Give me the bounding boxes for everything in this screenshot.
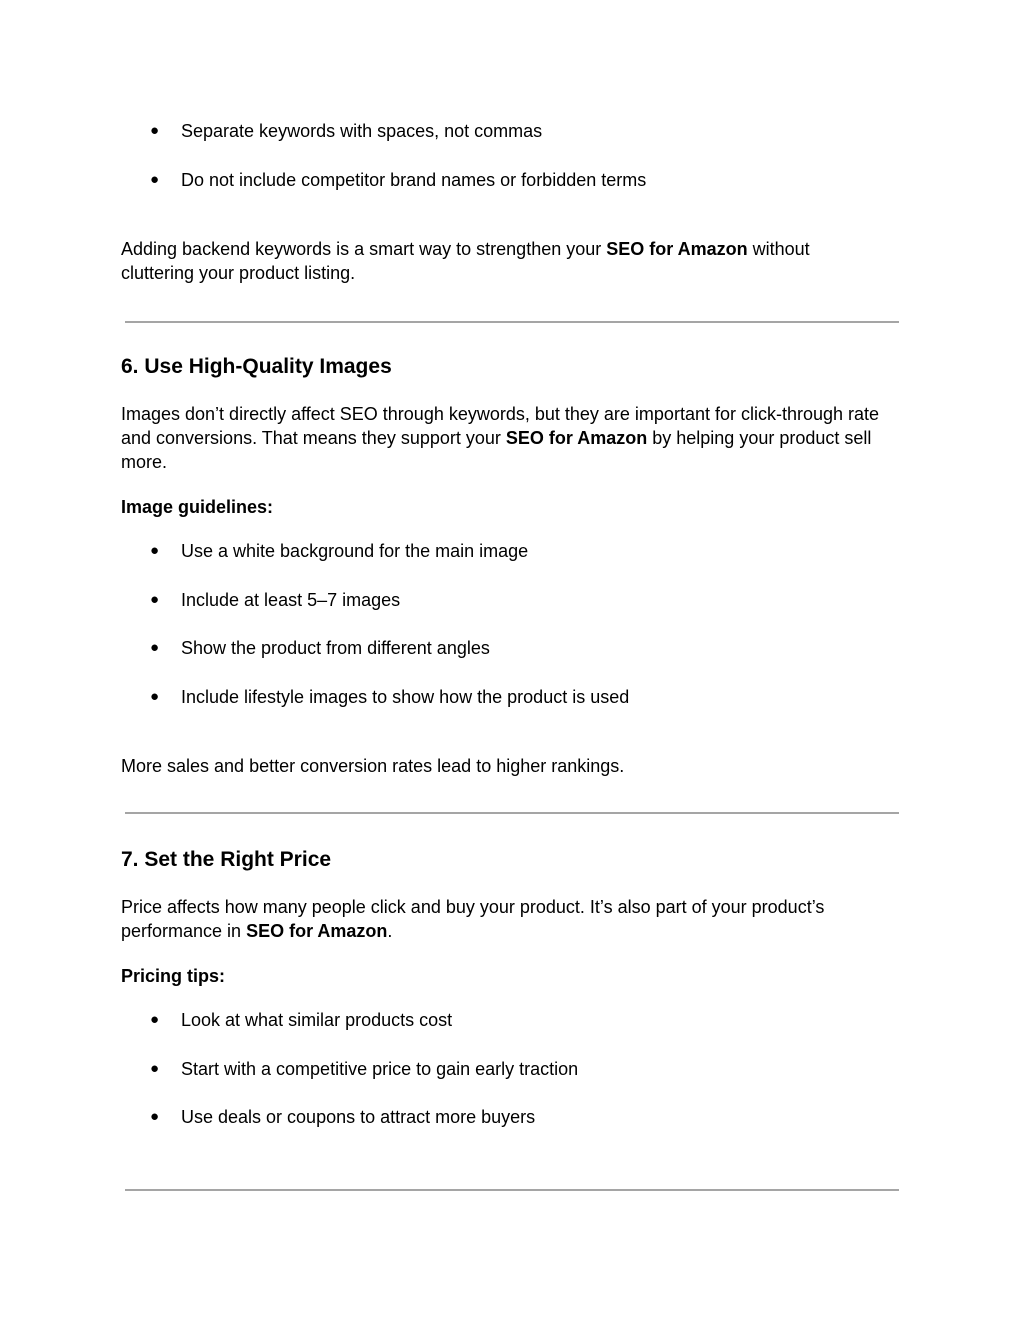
paragraph-line: Price affects how many people click and buy your product. It’s also part of your product’s <box>121 897 825 917</box>
list-item: Do not include competitor brand names or forbidden terms <box>181 170 647 190</box>
section-heading: 7. Set the Right Price <box>121 848 332 871</box>
paragraph-line: Images don’t directly affect SEO through keywords, but they are important for click-through rate <box>121 404 880 424</box>
bold-keyword: SEO for Amazon <box>246 921 388 941</box>
bold-keyword: SEO for Amazon <box>606 239 748 259</box>
paragraph-line: Adding backend keywords is a smart way to strengthen your SEO for Amazon without <box>121 239 810 259</box>
horizontal-divider <box>125 1189 899 1191</box>
bullet-dot: ● <box>150 1011 160 1028</box>
list-item: Include at least 5–7 images <box>181 590 401 610</box>
list-item: Start with a competitive price to gain early traction <box>181 1059 579 1079</box>
list-item: Look at what similar products cost <box>181 1010 453 1030</box>
bullet-dot: ● <box>150 542 160 559</box>
subheading: Image guidelines: <box>121 497 274 517</box>
bullet-dot: ● <box>150 1060 160 1077</box>
horizontal-divider <box>125 321 899 323</box>
bold-keyword: SEO for Amazon <box>505 428 648 448</box>
bullet-dot: ● <box>150 1108 160 1125</box>
bullet-dot: ● <box>150 122 160 139</box>
list-item: Show the product from different angles <box>181 638 490 658</box>
bullet-dot: ● <box>150 688 160 705</box>
bullet-dot: ● <box>150 639 160 656</box>
paragraph-line: cluttering your product listing. <box>121 263 356 283</box>
section-heading: 6. Use High-Quality Images <box>121 355 392 378</box>
bullet-dot: ● <box>150 591 160 608</box>
list-item: Separate keywords with spaces, not commas <box>181 121 543 141</box>
horizontal-divider <box>125 812 899 814</box>
subheading: Pricing tips: <box>121 966 226 986</box>
list-item: Use deals or coupons to attract more buyers <box>181 1107 536 1127</box>
paragraph-line: and conversions. That means they support your SEO for Amazon by helping your product sell <box>121 428 872 448</box>
list-item: Use a white background for the main image <box>181 541 529 561</box>
paragraph-line: performance in SEO for Amazon. <box>121 921 393 941</box>
paragraph-line: more. <box>121 452 168 472</box>
paragraph-line: More sales and better conversion rates lead to higher rankings. <box>121 756 625 776</box>
bullet-dot: ● <box>150 171 160 188</box>
list-item: Include lifestyle images to show how the product is used <box>181 687 630 707</box>
